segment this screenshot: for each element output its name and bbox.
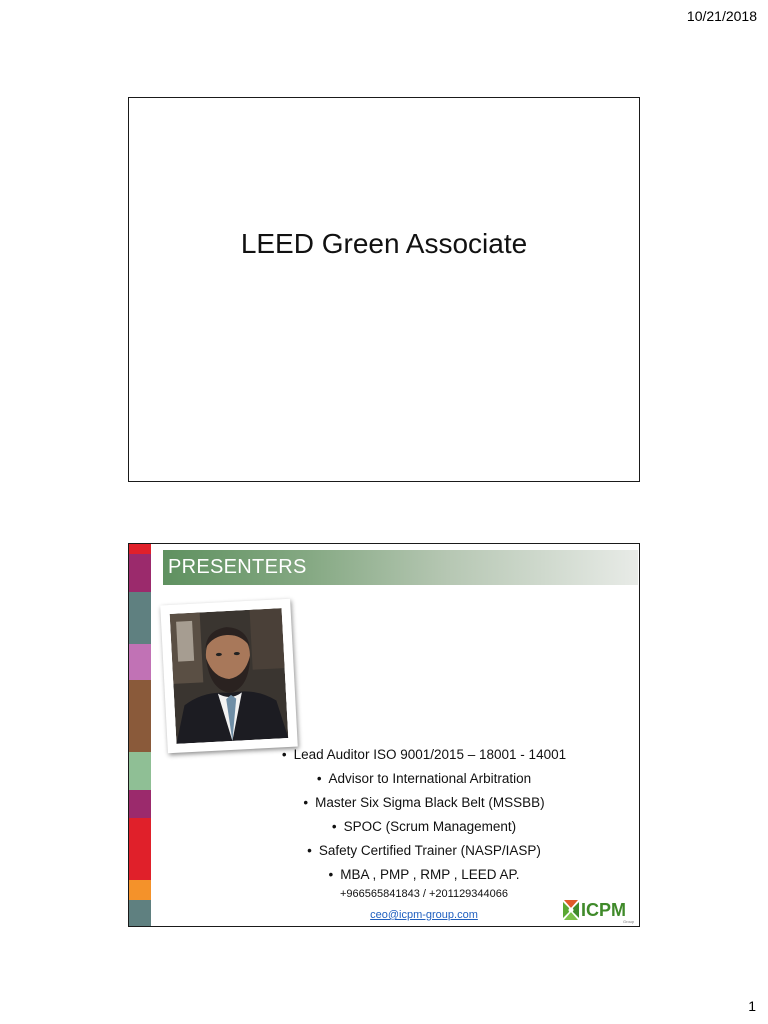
credential-item: • SPOC (Scrum Management) xyxy=(259,815,589,839)
slide-title xyxy=(128,97,640,482)
svg-text:Group: Group xyxy=(623,919,635,924)
recycle-star-icon xyxy=(563,900,579,920)
credential-item: • Lead Auditor ISO 9001/2015 – 18001 - 14001 xyxy=(259,743,589,767)
credential-item: • Safety Certified Trainer (NASP/IASP) xyxy=(259,839,589,863)
presenters-banner xyxy=(163,550,638,585)
page-number: 1 xyxy=(748,998,756,1014)
contact-email-link[interactable]: ceo@icpm-group.com xyxy=(370,909,478,921)
color-stripe xyxy=(129,544,151,926)
credential-item: • Master Six Sigma Black Belt (MSSBB) xyxy=(259,791,589,815)
slide-title-text: LEED Green Associate xyxy=(240,228,528,259)
icpm-logo xyxy=(559,896,637,924)
svg-text:ICPM: ICPM xyxy=(581,900,626,920)
credential-item: • Advisor to International Arbitration xyxy=(259,767,589,791)
presenter-portrait xyxy=(170,608,289,744)
contact-phone: +966565841843 / +201129344066 xyxy=(339,888,509,900)
print-date: 10/21/2018 xyxy=(686,8,757,24)
slide-presenters xyxy=(128,543,640,927)
presenters-heading: PRESENTERS xyxy=(168,556,307,578)
credential-item: • MBA , PMP , RMP , LEED AP. xyxy=(259,863,589,887)
credentials-list xyxy=(259,743,589,887)
presenter-photo xyxy=(160,599,298,754)
